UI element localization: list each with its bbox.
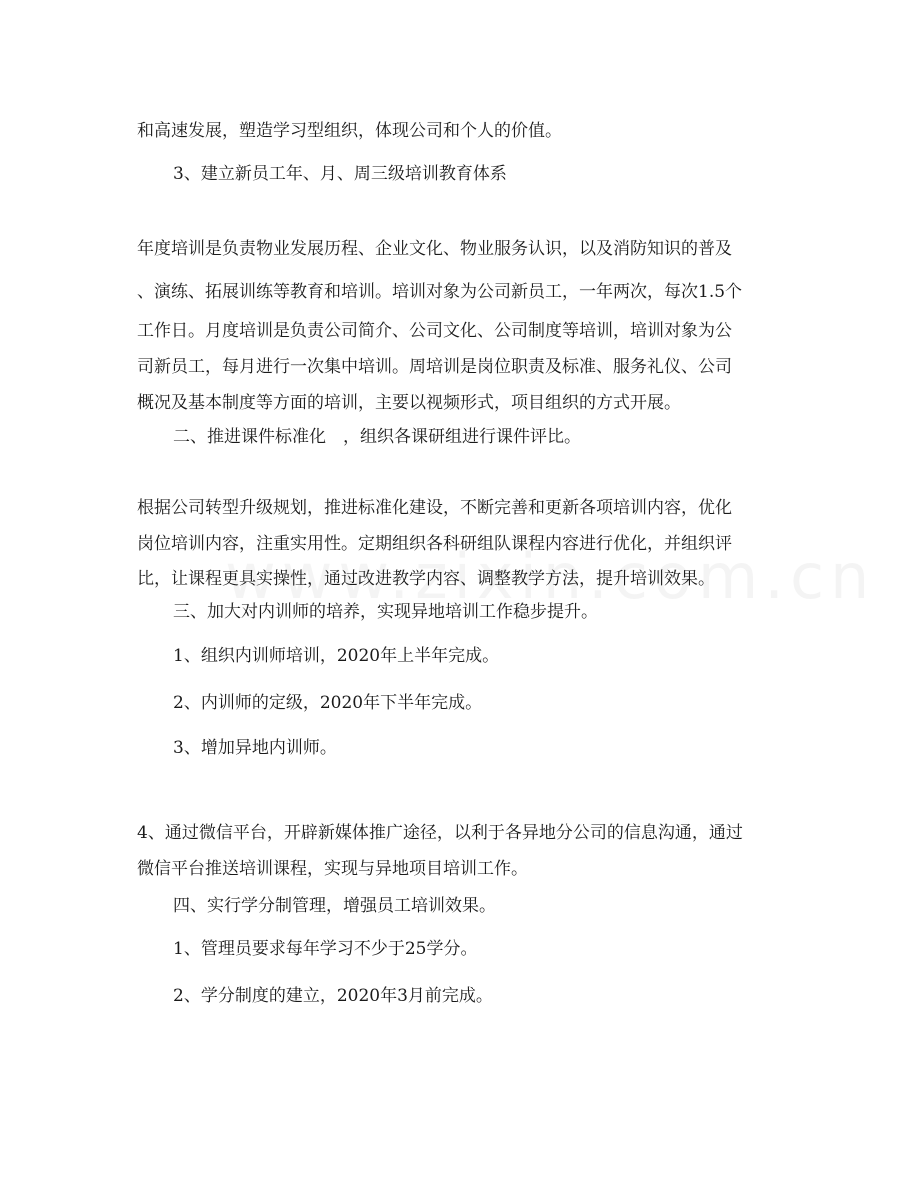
paragraph-heading: 3、建立新员工年、月、周三级培训教育体系 xyxy=(173,164,507,184)
list-item: 2、内训师的定级，2020年下半年完成。 xyxy=(173,693,483,713)
paragraph-line: 和高速发展，塑造学习型组织，体现公司和个人的价值。 xyxy=(137,121,562,141)
paragraph-line: 比，让课程更具实操性，通过改进教学内容、调整教学方法，提升培训效果。 xyxy=(137,569,715,589)
list-item: 3、增加异地内训师。 xyxy=(173,738,337,758)
paragraph-line: 微信平台推送培训课程，实现与异地项目培训工作。 xyxy=(137,859,528,879)
paragraph-line: 岗位培训内容，注重实用性。定期组织各科研组队课程内容进行优化，并组织评 xyxy=(137,534,732,554)
list-item: 2、学分制度的建立，2020年3月前完成。 xyxy=(173,986,493,1006)
paragraph-line: 根据公司转型升级规划，推进标准化建设，不断完善和更新各项培训内容，优化 xyxy=(137,498,732,518)
list-item: 1、管理员要求每年学习不少于25学分。 xyxy=(173,939,478,959)
paragraph-line: 概况及基本制度等方面的培训，主要以视频形式，项目组织的方式开展。 xyxy=(137,393,681,413)
paragraph-line: 4、通过微信平台，开辟新媒体推广途径，以利于各异地分公司的信息沟通，通过 xyxy=(137,823,743,843)
section-heading: 三、加大对内训师的培养，实现异地培训工作稳步提升。 xyxy=(173,602,598,622)
paragraph-line: 司新员工，每月进行一次集中培训。周培训是岗位职责及标准、服务礼仪、公司 xyxy=(137,357,732,377)
section-heading: 四、实行学分制管理，增强员工培训效果。 xyxy=(173,896,496,916)
paragraph-line: 、演练、拓展训练等教育和培训。培训对象为公司新员工，一年两次，每次1.5个 xyxy=(137,282,743,302)
list-item: 1、组织内训师培训，2020年上半年完成。 xyxy=(173,646,500,666)
paragraph-line: 年度培训是负责物业发展历程、企业文化、物业服务认识，以及消防知识的普及 xyxy=(137,239,732,259)
paragraph-line: 工作日。月度培训是负责公司简介、公司文化、公司制度等培训，培训对象为公 xyxy=(137,321,732,341)
section-heading: 二、推进课件标准化 ，组织各课研组进行课件评比。 xyxy=(173,427,581,447)
